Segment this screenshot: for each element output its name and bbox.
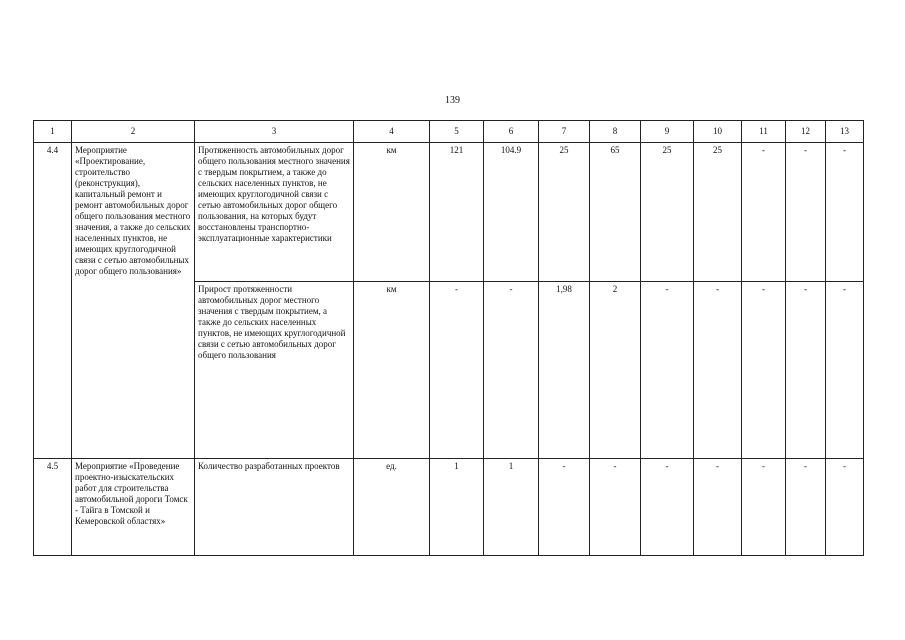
header-cell-8: 8 bbox=[590, 121, 641, 143]
indicator-name: Количество разработанных проектов bbox=[195, 459, 354, 556]
header-cell-6: 6 bbox=[484, 121, 539, 143]
value-cell: - bbox=[641, 282, 694, 459]
indicator-unit: км bbox=[354, 282, 430, 459]
indicators-table bbox=[33, 120, 864, 556]
indicator-unit: ед. bbox=[354, 459, 430, 556]
row-index: 4.4 bbox=[34, 143, 72, 459]
value-cell: - bbox=[786, 282, 826, 459]
value-cell: - bbox=[826, 143, 864, 282]
indicator-unit: км bbox=[354, 143, 430, 282]
value-cell: - bbox=[590, 459, 641, 556]
indicator-name: Прирост протяженности автомобильных дорог местного значения с твердым покрытием, а также до сельских населенных пунктов, не имеющих круглогодичной связи с сетью автомобильных дорог общего пользования bbox=[195, 282, 354, 459]
header-cell-13: 13 bbox=[826, 121, 864, 143]
header-cell-1: 1 bbox=[34, 121, 72, 143]
value-cell: 1 bbox=[430, 459, 484, 556]
value-cell: - bbox=[430, 282, 484, 459]
value-cell: 1 bbox=[484, 459, 539, 556]
value-cell: - bbox=[742, 282, 786, 459]
value-cell: - bbox=[694, 459, 742, 556]
value-cell: - bbox=[826, 459, 864, 556]
value-cell: - bbox=[786, 459, 826, 556]
header-cell-4: 4 bbox=[354, 121, 430, 143]
header-cell-5: 5 bbox=[430, 121, 484, 143]
value-cell: - bbox=[539, 459, 590, 556]
indicator-name: Протяженность автомобильных дорог общего пользования местного значения с твердым покрытием, а также до сельских населенных пунктов, не имеющих круглогодичной связи с сетью автомобильных дорог общего пользования, на которых будут восстановлены транспортно-эксплуатационные характеристики bbox=[195, 143, 354, 282]
value-cell: 104.9 bbox=[484, 143, 539, 282]
value-cell: 2 bbox=[590, 282, 641, 459]
value-cell: - bbox=[786, 143, 826, 282]
event-name: Мероприятие «Проектирование, строительство (реконструкция), капитальный ремонт и ремонт автомобильных дорог общего пользования местного значения, а также до сельских населенных пунктов, не имеющих круглогодичной связи с сетью автомобильных дорог общего пользования» bbox=[72, 143, 195, 459]
table-row bbox=[34, 143, 864, 282]
header-cell-2: 2 bbox=[72, 121, 195, 143]
value-cell: 25 bbox=[641, 143, 694, 282]
value-cell: - bbox=[484, 282, 539, 459]
page-number: 139 bbox=[445, 95, 460, 106]
value-cell: 121 bbox=[430, 143, 484, 282]
value-cell: - bbox=[641, 459, 694, 556]
value-cell: 65 bbox=[590, 143, 641, 282]
header-cell-3: 3 bbox=[195, 121, 354, 143]
header-cell-9: 9 bbox=[641, 121, 694, 143]
row-index: 4.5 bbox=[34, 459, 72, 556]
header-cell-7: 7 bbox=[539, 121, 590, 143]
value-cell: - bbox=[826, 282, 864, 459]
header-cell-10: 10 bbox=[694, 121, 742, 143]
table-row bbox=[34, 459, 864, 556]
header-cell-12: 12 bbox=[786, 121, 826, 143]
event-name: Мероприятие «Проведение проектно-изыскательских работ для строительства автомобильной дороги Томск - Тайга в Томской и Кемеровской областях» bbox=[72, 459, 195, 556]
value-cell: 25 bbox=[694, 143, 742, 282]
value-cell: - bbox=[742, 143, 786, 282]
value-cell: 25 bbox=[539, 143, 590, 282]
header-cell-11: 11 bbox=[742, 121, 786, 143]
value-cell: - bbox=[742, 459, 786, 556]
value-cell: - bbox=[694, 282, 742, 459]
table-header-row bbox=[34, 121, 864, 143]
value-cell: 1,98 bbox=[539, 282, 590, 459]
